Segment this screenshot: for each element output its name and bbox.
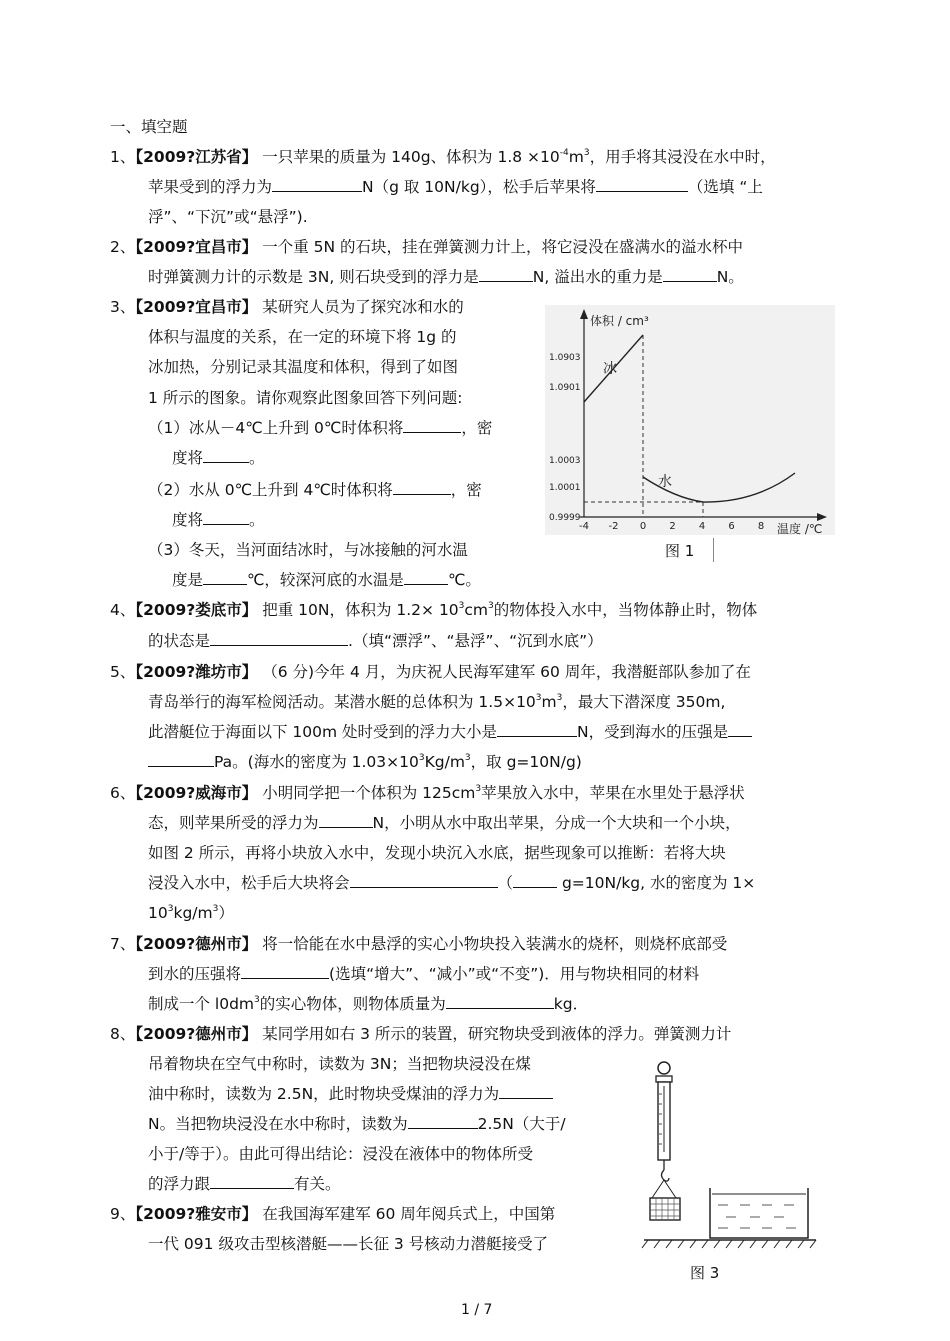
- q2-text-a: 一个重 5N 的石块，挂在弹簧测力计上，将它浸没在盛满水的溢水杯中: [262, 238, 744, 256]
- q3-line3: 冰加热，分别记录其温度和体积，得到了如图: [148, 358, 459, 376]
- q3-source: 【2009?宜昌市】: [135, 298, 258, 316]
- spring-scale-cap: [656, 1076, 672, 1082]
- q5-text-h: ，取 g=10N/g): [470, 753, 582, 771]
- q6-text-c: 态，则苹果所受的浮力为: [148, 814, 319, 832]
- q1-number: 1、: [110, 148, 136, 166]
- figure1-background: [545, 305, 835, 535]
- q2-number: 2、: [110, 238, 136, 256]
- q3-p1-end: 。: [249, 449, 265, 467]
- q3-p2-end: 。: [249, 511, 265, 529]
- figure3-apparatus: [640, 1060, 820, 1260]
- q7-line2: [148, 964, 699, 984]
- q8-line1: [110, 1024, 731, 1044]
- q6-text-d: N，小明从水中取出苹果，分成一个大块和一个小块，: [372, 814, 741, 832]
- figure1-xtick: 2: [669, 521, 676, 532]
- q3-p1-text-a: （1）冰从－4℃上升到 0℃时体积将: [148, 419, 404, 437]
- q1-text-e: （选填 “上: [687, 178, 763, 196]
- page-number: 1 / 7: [461, 1302, 493, 1318]
- q6-source: 【2009?威海市】: [135, 784, 258, 802]
- figure1-ytick: 1.0001: [549, 483, 581, 493]
- q5-text-g: Kg/m: [424, 753, 465, 771]
- q5-line2: [148, 692, 725, 712]
- q3-p3-line1: （3）冬天，当河面结冰时，与冰接触的河水温: [148, 541, 468, 559]
- q3-p2-blank2[interactable]: [203, 510, 249, 525]
- table-hatch: [642, 1240, 816, 1248]
- q6-blank3[interactable]: [513, 873, 557, 888]
- q8-blank2[interactable]: [408, 1114, 478, 1129]
- q5-unit-m: m: [541, 693, 557, 711]
- q7-exp1: 3: [254, 995, 260, 1005]
- q8-line3: [148, 1084, 553, 1104]
- q1-text-b: ，用手将其浸没在水中时，: [589, 148, 776, 166]
- block-string-right: [664, 1180, 676, 1198]
- q1-line3: [148, 207, 308, 227]
- q3-line4: 1 所示的图象。请你观察此图象回答下列问题:: [148, 389, 463, 407]
- q2-text-c: N, 溢出水的重力是: [532, 268, 663, 286]
- q4-number: 4、: [110, 601, 136, 619]
- q2-blank1[interactable]: [479, 267, 533, 282]
- q5-text-c: ，最大下潜深度 350m,: [562, 693, 726, 711]
- q7-text-a: 将一恰能在水中悬浮的实心小物块投入装满水的烧杯，则烧杯底部受: [262, 935, 728, 953]
- figure1-water-label: 水: [658, 474, 672, 490]
- q8-line5: 小于/等于）。由此可得出结论：浸没在液体中的物体所受: [148, 1145, 533, 1163]
- q8-number: 8、: [110, 1025, 136, 1043]
- q8-text-a: 某同学用如右 3 所示的装置，研究物块受到液体的浮力。弹簧测力计: [262, 1025, 732, 1043]
- q6-text-a: 小明同学把一个体积为 125cm: [262, 784, 476, 802]
- q5-line3: [148, 722, 752, 742]
- q5-text-f: Pa。(海水的密度为 1.03×10: [214, 753, 419, 771]
- q6-text-i: 10: [148, 904, 168, 922]
- q5-text-b: 青岛举行的海军检阅活动。某潜水艇的总体积为 1.5×10: [148, 693, 536, 711]
- q1-source: 【2009?江苏省】: [135, 148, 258, 166]
- q5-exp1: 3: [535, 693, 542, 703]
- q5-line1: [110, 662, 751, 682]
- q1-blank1[interactable]: [272, 177, 362, 192]
- q1-text-a: 一只苹果的质量为 140g、体积为 1.8 ×10: [262, 148, 560, 166]
- q3-p3-line2: [172, 570, 481, 590]
- q1-line2: [148, 177, 763, 197]
- q8-text-c: 油中称时，读数为 2.5N，此时物块受煤油的浮力为: [148, 1085, 500, 1103]
- q3-p2-text-a: （2）水从 0℃上升到 4℃时体积将: [148, 481, 393, 499]
- q1-line1: [110, 147, 776, 167]
- q5-text-d: 此潜艇位于海面以下 100m 处时受到的浮力大小是: [148, 723, 498, 741]
- q6-number: 6、: [110, 784, 136, 802]
- q9-text-a: 在我国海军建军 60 周年阅兵式上，中国第: [262, 1205, 556, 1223]
- q3-p3-blank2[interactable]: [404, 570, 448, 585]
- q6-blank2[interactable]: [350, 873, 498, 888]
- q6-exp1: 3: [475, 784, 482, 794]
- q3-p2-line1: [148, 480, 482, 500]
- q7-number: 7、: [110, 935, 136, 953]
- q3-p1-text-b: ，密: [461, 419, 493, 437]
- q6-exp2: 3: [167, 904, 174, 914]
- q5-number: 5、: [110, 663, 136, 681]
- q6-text-j: kg/m: [173, 904, 213, 922]
- figure1-graph: [545, 305, 835, 535]
- q1-exp1: -4: [559, 148, 569, 158]
- q6-line2: [148, 813, 741, 833]
- q2-text-d: N。: [716, 268, 744, 286]
- q8-text-e: 2.5N（大于/: [477, 1115, 566, 1133]
- q4-line2: [148, 631, 603, 651]
- q2-source: 【2009?宜昌市】: [135, 238, 258, 256]
- figure1-ytick: 1.0901: [549, 383, 581, 393]
- q9-source: 【2009?雅安市】: [135, 1205, 258, 1223]
- q7-line3: [148, 994, 588, 1014]
- q2-line2: [148, 267, 744, 287]
- q9-line2: 一代 091 级攻击型核潜艇——长征 3 号核动力潜艇接受了: [148, 1235, 549, 1253]
- q8-text-g: 的浮力跟: [148, 1175, 211, 1193]
- q7-text-b: 到水的压强将: [148, 965, 242, 983]
- q6-line1: [110, 783, 745, 803]
- figure1-xtick: -4: [579, 521, 589, 532]
- q4-text-a: 把重 10N，体积为 1.2× 10: [262, 601, 459, 619]
- figure1-xtick: 8: [757, 521, 765, 532]
- q7-text-f: kg．: [553, 995, 589, 1013]
- q3-p2-line2: [172, 510, 265, 530]
- q4-line1: [110, 600, 757, 620]
- block: [650, 1198, 680, 1220]
- figure1-xtick: 6: [728, 521, 735, 532]
- q5-exp3: 3: [418, 753, 425, 763]
- q8-line2: 吊着物块在空气中称时，读数为 3N；当把物块浸没在煤: [148, 1055, 531, 1073]
- q4-source: 【2009?娄底市】: [135, 601, 258, 619]
- q1-text-c: 苹果受到的浮力为: [148, 178, 273, 196]
- q6-blank1[interactable]: [319, 813, 373, 828]
- q8-text-d: N。当把物块浸没在水中称时，读数为: [148, 1115, 408, 1133]
- figure1-ice-label: 冰: [603, 361, 617, 377]
- q3-p3-text-b: 度是: [172, 571, 204, 589]
- q8-line6: [148, 1174, 341, 1194]
- q4-exp2: 3: [488, 601, 494, 611]
- q7-text-c: (选填“增大”、“减小”或“不变”)．用与物块相同的材料: [329, 965, 700, 983]
- q8-text-h: 有关。: [294, 1175, 341, 1193]
- q2-line1: [110, 237, 743, 257]
- q7-blank2[interactable]: [446, 994, 554, 1009]
- q5-source: 【2009?潍坊市】: [135, 663, 258, 681]
- q3-line2: 体积与温度的关系，在一定的环境下将 1g 的: [148, 328, 457, 346]
- q3-number: 3、: [110, 298, 136, 316]
- q6-line4: [148, 873, 755, 893]
- q5-blank2[interactable]: [728, 722, 752, 737]
- q3-p3-text-c: ℃，较深河底的水温是: [247, 571, 404, 589]
- q3-p2-text-b: ，密: [450, 481, 482, 499]
- liquid-marks: [718, 1205, 796, 1228]
- q8-blank1[interactable]: [499, 1084, 553, 1099]
- q9-line1: [110, 1204, 555, 1224]
- figure1-xtick: -2: [608, 521, 619, 532]
- q3-p3-text-d: ℃。: [447, 571, 481, 589]
- q3-text-a: 某研究人员为了探究冰和水的: [262, 298, 464, 316]
- q4-exp1: 3: [458, 601, 465, 611]
- q3-p1-text-c: 度将: [172, 449, 204, 467]
- q8-source: 【2009?德州市】: [135, 1025, 258, 1043]
- q5-text-e: N，受到海水的压强是: [577, 723, 729, 741]
- q6-text-g: （: [497, 874, 514, 892]
- figure1-xtick: 4: [698, 521, 706, 532]
- q3-p3-blank1[interactable]: [203, 570, 247, 585]
- figure1-ytick: 0.9999: [549, 513, 581, 523]
- q5-line4: [148, 752, 582, 772]
- q7-text-e: 的实心物体，则物体质量为: [259, 995, 446, 1013]
- q4-text-c: 的状态是: [148, 632, 211, 650]
- q1-blank2[interactable]: [596, 177, 688, 192]
- spring-scale-hook: [662, 1170, 670, 1181]
- section-title: 一、填空题: [110, 118, 188, 136]
- q6-line5: [148, 903, 234, 923]
- figure1-ytick: 1.0003: [549, 456, 581, 466]
- figure1-label-mark: [713, 538, 714, 562]
- block-string-left: [652, 1180, 664, 1198]
- q3-p1-blank2[interactable]: [203, 448, 249, 463]
- q3-p2-blank1[interactable]: [393, 480, 451, 495]
- q7-text-d: 制成一个 l0dm: [148, 995, 255, 1013]
- q1-exp2: 3: [583, 148, 590, 158]
- q2-blank2[interactable]: [663, 267, 717, 282]
- q3-p1-line2: [172, 448, 265, 468]
- q5-blank2-cont[interactable]: [148, 752, 214, 767]
- q4-text-b: 的物体投入水中，当物体静止时，物体: [493, 601, 758, 619]
- q4-text-d: .（填“漂浮”、“悬浮”、“沉到水底”）: [348, 632, 603, 650]
- beaker: [710, 1188, 808, 1238]
- q8-line4: [148, 1114, 566, 1134]
- figure1-xtick: 0: [639, 521, 647, 532]
- figure1-label: 图 1: [665, 542, 695, 560]
- q3-p1-blank1[interactable]: [403, 418, 461, 433]
- q2-text-b: 时弹簧测力计的示数是 3N, 则石块受到的浮力是: [148, 268, 479, 286]
- q1-unit-m: m: [568, 148, 584, 166]
- q4-unit-cm: cm: [464, 601, 489, 619]
- figure1-ylabel: 体积 / cm³: [590, 314, 649, 328]
- q3-p1-line1: [148, 418, 492, 438]
- q9-number: 9、: [110, 1205, 136, 1223]
- q5-exp4: 3: [464, 753, 471, 763]
- figure3-label: 图 3: [690, 1264, 720, 1282]
- q6-text-h: g=10N/kg, 水的密度为 1×: [561, 874, 756, 892]
- q5-blank1[interactable]: [497, 722, 577, 737]
- q6-line3: 如图 2 所示，再将小块放入水中，发现小块沉入水底，据些现象可以推断：若将大块: [148, 844, 726, 862]
- q8-blank3[interactable]: [210, 1174, 294, 1189]
- q6-exp3: 3: [212, 904, 219, 914]
- spring-scale-ring: [658, 1062, 670, 1074]
- q6-text-b: 苹果放入水中，苹果在水里处于悬浮状: [481, 784, 745, 802]
- q3-p2-text-c: 度将: [172, 511, 204, 529]
- q7-blank1[interactable]: [241, 964, 329, 979]
- q5-text-a: （6 分)今年 4 月，为庆祝人民海军建军 60 周年，我潜艇部队参加了在: [262, 663, 751, 681]
- q5-exp2: 3: [556, 693, 563, 703]
- figure1-xlabel: 温度 /℃: [777, 522, 823, 535]
- q6-text-k: ）: [218, 904, 234, 922]
- q6-text-f: 浸没入水中，松手后大块将会: [148, 874, 350, 892]
- q3-line1: [110, 297, 464, 317]
- q1-text-d: N（g 取 10N/kg），松手后苹果将: [362, 178, 596, 196]
- figure1-ytick: 1.0903: [549, 353, 581, 363]
- q1-text-f: 浮”、“下沉”或“悬浮”).: [148, 208, 308, 226]
- q7-source: 【2009?德州市】: [135, 935, 258, 953]
- q7-line1: [110, 934, 727, 954]
- q4-blank1[interactable]: [210, 631, 348, 646]
